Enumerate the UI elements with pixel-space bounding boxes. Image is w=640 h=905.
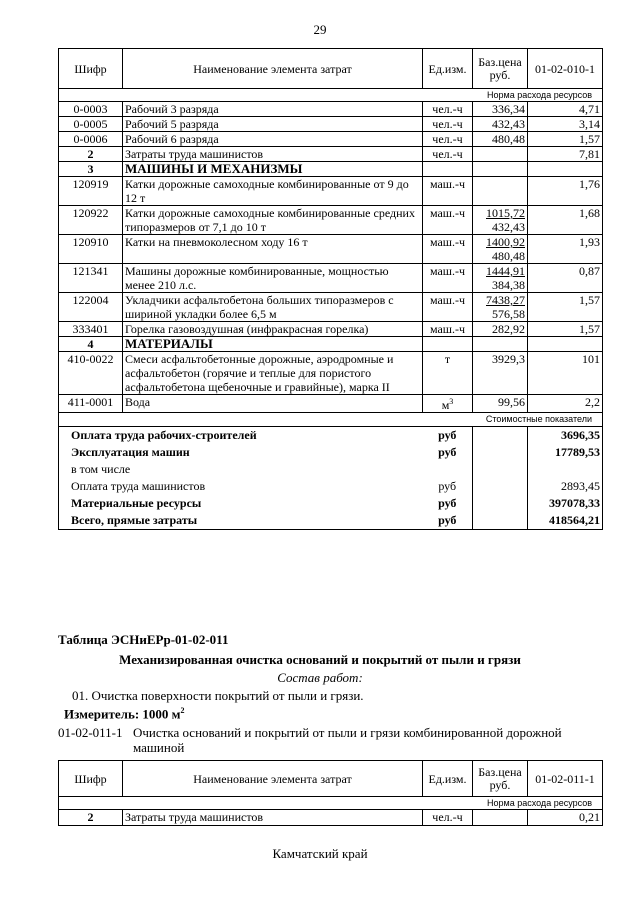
cell-name: Катки дорожные самоходные комбинированные от 9 до 12 т (123, 177, 423, 206)
norm-caption: Норма расхода ресурсов (59, 89, 603, 102)
cell-unit (423, 235, 473, 264)
norm-caption: Норма расхода ресурсов (59, 797, 603, 810)
meter-text: Измеритель: 1000 м (64, 706, 181, 722)
cell-unit-text: маш.-ч (429, 177, 466, 191)
item-desc-line2: машиной (133, 740, 185, 755)
meter (64, 706, 185, 722)
cell-value: 0,87 (528, 264, 603, 293)
totals-row (59, 478, 603, 495)
cell-price (473, 352, 528, 395)
cell-name: МАШИНЫ И МЕХАНИЗМЫ (123, 162, 423, 177)
cell-unit-text: маш.-ч (429, 206, 466, 220)
table-row (59, 117, 603, 132)
totals-unit: руб (423, 427, 473, 445)
page-number: 29 (313, 22, 327, 37)
totals-row (59, 461, 603, 478)
cell-price-value: 3929,3 (492, 352, 525, 366)
cell-unit-text: чел.-ч (432, 147, 463, 161)
totals-empty (473, 495, 528, 512)
cell-unit (423, 147, 473, 162)
cell-value (528, 337, 603, 352)
cell-price (473, 102, 528, 117)
cell-unit-text: т (444, 352, 451, 366)
cell-code: 2 (59, 810, 123, 826)
totals-name: Эксплуатация машин (59, 444, 423, 461)
totals-name: в том числе (59, 461, 423, 478)
cell-unit (423, 337, 473, 352)
cell-name: МАТЕРИАЛЫ (123, 337, 423, 352)
totals-empty (473, 427, 528, 445)
cell-price (473, 337, 528, 352)
work-caption: Состав работ: (277, 670, 363, 685)
cell-code: 411-0001 (59, 395, 123, 413)
header-code: Шифр (59, 761, 123, 797)
cell-code: 410-0022 (59, 352, 123, 395)
cell-code: 0-0003 (59, 102, 123, 117)
cell-value: 1,76 (528, 177, 603, 206)
cell-unit-text: м (441, 398, 450, 412)
cell-name: Машины дорожные комбинированные, мощностью менее 210 л.с. (123, 264, 423, 293)
totals-name: Оплата труда машинистов (59, 478, 423, 495)
cell-price (473, 264, 528, 293)
cell-unit-sup: 3 (449, 397, 454, 406)
totals-unit (423, 461, 473, 478)
cell-price-value: 432,43 (492, 117, 525, 131)
cell-price (473, 206, 528, 235)
totals-empty (473, 478, 528, 495)
table-row (59, 322, 603, 337)
cell-price-value: 282,92 (492, 322, 525, 336)
table-row (59, 206, 603, 235)
cell-name: Рабочий 3 разряда (123, 102, 423, 117)
cell-value: 0,21 (528, 810, 603, 826)
cell-code: 120919 (59, 177, 123, 206)
cell-price-secondary: 432,43 (492, 220, 525, 234)
resource-table-1 (58, 48, 603, 530)
cell-price (473, 322, 528, 337)
cell-value: 101 (528, 352, 603, 395)
table-row (59, 177, 603, 206)
cell-price (473, 132, 528, 147)
cell-unit (423, 206, 473, 235)
cell-price-value: 1400,92 (486, 235, 525, 249)
totals-value: 2893,45 (528, 478, 603, 495)
totals-name: Оплата труда рабочих-строителей (59, 427, 423, 445)
totals-name: Всего, прямые затраты (59, 512, 423, 530)
cell-code: 2 (59, 147, 123, 162)
cell-price (473, 177, 528, 206)
cell-price-value: 99,56 (498, 395, 525, 409)
table-row (59, 352, 603, 395)
cell-unit (423, 132, 473, 147)
cell-code: 3 (59, 162, 123, 177)
cell-name: Катки дорожные самоходные комбинированные средних типоразмеров от 7,1 до 10 т (123, 206, 423, 235)
cell-code: 4 (59, 337, 123, 352)
totals-name: Материальные ресурсы (59, 495, 423, 512)
cell-price (473, 293, 528, 322)
cell-value: 1,93 (528, 235, 603, 264)
cell-price-secondary: 384,38 (492, 278, 525, 292)
cell-unit-text: маш.-ч (429, 264, 466, 278)
totals-empty (473, 512, 528, 530)
cell-code: 0-0006 (59, 132, 123, 147)
totals-unit: руб (423, 495, 473, 512)
cell-name: Горелка газовоздушная (инфракрасная горелка) (123, 322, 423, 337)
header-price: Баз.цена руб. (473, 761, 528, 797)
cell-unit-text: маш.-ч (429, 322, 466, 336)
cell-price-value: 1015,72 (486, 206, 525, 220)
table-row (59, 147, 603, 162)
cell-value: 7,81 (528, 147, 603, 162)
table-row (59, 102, 603, 117)
header-name: Наименование элемента затрат (123, 49, 423, 89)
cell-name: Затраты труда машинистов (123, 147, 423, 162)
cell-unit (423, 102, 473, 117)
cell-name: Смеси асфальтобетонные дорожные, аэродромные и асфальтобетон (горячие и теплые для пористого асфальтобетона щебеночные и гравийные), марка II (123, 352, 423, 395)
cell-name: Рабочий 6 разряда (123, 132, 423, 147)
cell-value: 1,68 (528, 206, 603, 235)
totals-value (528, 461, 603, 478)
totals-value: 397078,33 (528, 495, 603, 512)
totals-value: 17789,53 (528, 444, 603, 461)
table-row (59, 235, 603, 264)
footer-region: Камчатский край (272, 846, 368, 861)
table-row (59, 395, 603, 413)
cell-value: 4,71 (528, 102, 603, 117)
cell-value (528, 162, 603, 177)
cell-unit (423, 177, 473, 206)
table-title: Таблица ЭСНиЕРр-01-02-011 (58, 632, 229, 647)
totals-empty (473, 444, 528, 461)
header-name: Наименование элемента затрат (123, 761, 423, 797)
meter-sup: 2 (180, 706, 185, 715)
table-row (59, 337, 603, 352)
table-row (59, 162, 603, 177)
totals-unit: руб (423, 512, 473, 530)
header-code: Шифр (59, 49, 123, 89)
cell-price (473, 162, 528, 177)
work-item: 01. Очистка поверхности покрытий от пыли и грязи. (72, 688, 364, 703)
section-heading: Механизированная очистка оснований и покрытий от пыли и грязи (119, 652, 521, 667)
cell-code: 120910 (59, 235, 123, 264)
cell-unit-text: маш.-ч (429, 235, 466, 249)
cell-unit (423, 293, 473, 322)
header-unit: Ед.изм. (423, 49, 473, 89)
cell-unit-text: чел.-ч (432, 132, 463, 146)
totals-row (59, 427, 603, 445)
totals-value: 418564,21 (528, 512, 603, 530)
totals-value: 3696,35 (528, 427, 603, 445)
cell-unit-text: чел.-ч (432, 117, 463, 131)
cell-name: Укладчики асфальтобетона больших типоразмеров с шириной укладки более 6,5 м (123, 293, 423, 322)
cell-value: 1,57 (528, 322, 603, 337)
cell-code: 333401 (59, 322, 123, 337)
cell-unit (423, 395, 473, 413)
cell-unit-text: чел.-ч (432, 102, 463, 116)
cell-name: Катки на пневмоколесном ходу 16 т (123, 235, 423, 264)
cell-code: 122004 (59, 293, 123, 322)
cell-price-secondary: 480,48 (492, 249, 525, 263)
cell-unit (423, 352, 473, 395)
cell-code: 120922 (59, 206, 123, 235)
table-row (59, 293, 603, 322)
cell-name: Рабочий 5 разряда (123, 117, 423, 132)
table-row (59, 132, 603, 147)
cell-value: 1,57 (528, 293, 603, 322)
cell-unit (423, 117, 473, 132)
cell-price-value: 480,48 (492, 132, 525, 146)
totals-unit: руб (423, 478, 473, 495)
cell-price (473, 117, 528, 132)
cost-caption: Стоимостные показатели (59, 413, 603, 427)
cell-price (473, 395, 528, 413)
header-price: Баз.цена руб. (473, 49, 528, 89)
cell-value: 1,57 (528, 132, 603, 147)
cell-name: Вода (123, 395, 423, 413)
cell-price-value: 1444,91 (486, 264, 525, 278)
cell-code: 121341 (59, 264, 123, 293)
header-norm-code: 01-02-010-1 (528, 49, 603, 89)
cell-unit (423, 264, 473, 293)
item-code: 01-02-011-1 (58, 725, 123, 740)
totals-unit: руб (423, 444, 473, 461)
totals-row (59, 444, 603, 461)
cell-value: 3,14 (528, 117, 603, 132)
totals-empty (473, 461, 528, 478)
cell-unit-text: маш.-ч (429, 293, 466, 307)
cell-code: 0-0005 (59, 117, 123, 132)
cell-price (473, 147, 528, 162)
cell-price-value: 336,34 (492, 102, 525, 116)
item-desc-line1: Очистка оснований и покрытий от пыли и грязи комбинированной дорожной (133, 725, 562, 740)
header-unit: Ед.изм. (423, 761, 473, 797)
cell-price-value: 7438,27 (486, 293, 525, 307)
resource-table-2 (58, 760, 603, 826)
cell-price (473, 810, 528, 826)
totals-row (59, 512, 603, 530)
cell-value: 2,2 (528, 395, 603, 413)
table-row (59, 264, 603, 293)
cell-unit (423, 162, 473, 177)
cell-unit: чел.-ч (423, 810, 473, 826)
header-norm-code: 01-02-011-1 (528, 761, 603, 797)
cell-price-secondary: 576,58 (492, 307, 525, 321)
totals-row (59, 495, 603, 512)
cell-unit (423, 322, 473, 337)
cell-name: Затраты труда машинистов (123, 810, 423, 826)
cell-price (473, 235, 528, 264)
